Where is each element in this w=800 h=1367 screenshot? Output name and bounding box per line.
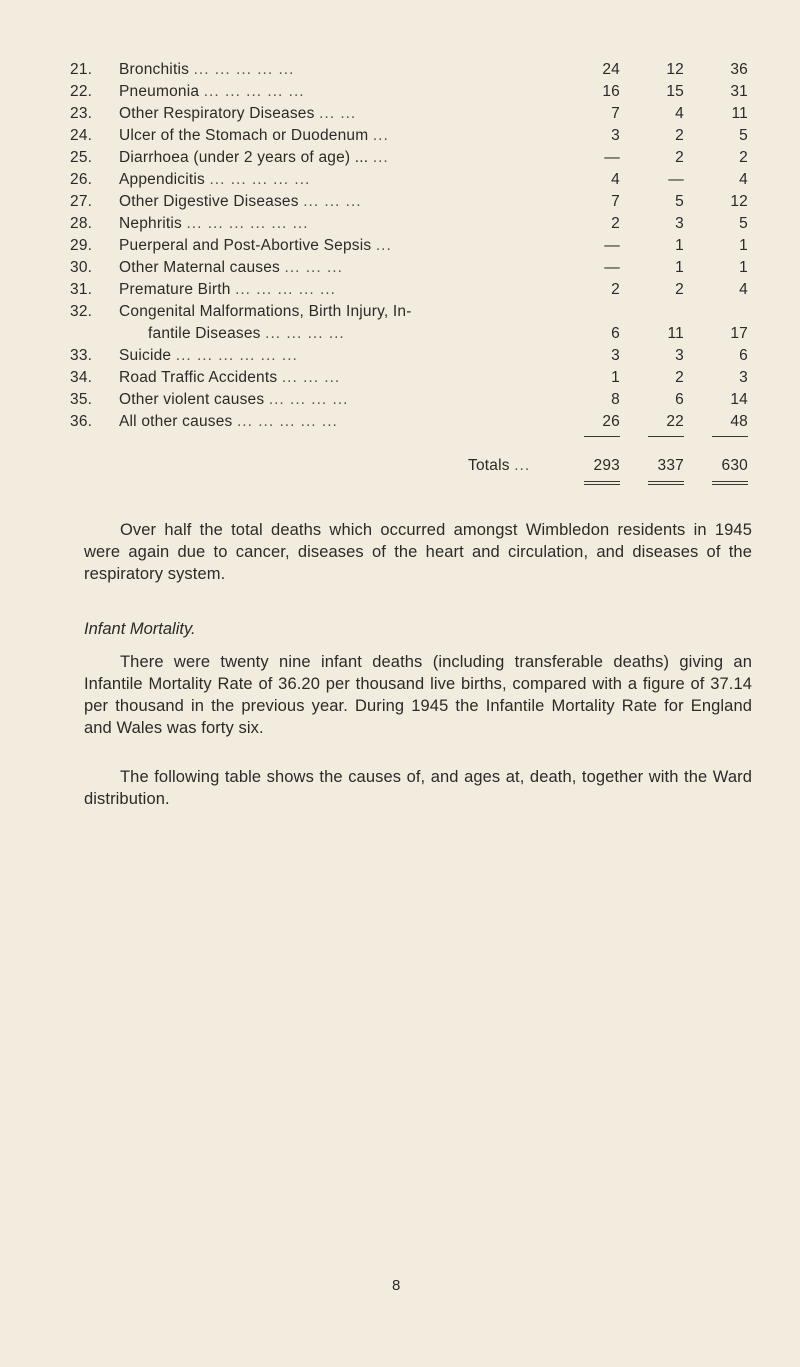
row-total: 5	[739, 215, 748, 232]
row-cause: Appendicitis ... ... ... ... ...	[119, 171, 311, 188]
row-cause: Congenital Malformations, Birth Injury, In-	[119, 303, 412, 320]
sum-rule	[584, 436, 620, 437]
table-row	[0, 367, 800, 389]
row-male: 2	[611, 215, 620, 232]
table-row	[0, 389, 800, 411]
table-row	[0, 59, 800, 81]
table-row	[0, 279, 800, 301]
totals-total: 630	[721, 457, 748, 474]
row-cause: Other violent causes ... ... ... ...	[119, 391, 349, 408]
row-total: 2	[739, 149, 748, 166]
row-total: 12	[730, 193, 748, 210]
row-female: 1	[675, 237, 684, 254]
table-row	[0, 191, 800, 213]
row-cause: Premature Birth ... ... ... ... ...	[119, 281, 336, 298]
row-number: 22.	[70, 83, 93, 100]
summary-paragraph: Over half the total deaths which occurred amongst Wimbledon residents in 1945 were again due to cancer, diseases of the heart and circulation, and diseases of the respiratory system.	[84, 521, 752, 583]
row-female: 3	[675, 347, 684, 364]
row-total: 48	[730, 413, 748, 430]
row-total: 6	[739, 347, 748, 364]
row-number: 35.	[70, 391, 93, 408]
row-total: 1	[739, 259, 748, 276]
row-number: 31.	[70, 281, 93, 298]
row-number: 32.	[70, 303, 93, 320]
row-number: 30.	[70, 259, 93, 276]
row-male: 1	[611, 369, 620, 386]
row-male: 2	[611, 281, 620, 298]
table-row	[0, 103, 800, 125]
row-number: 26.	[70, 171, 93, 188]
row-male: 26	[602, 413, 620, 430]
row-male: 8	[611, 391, 620, 408]
row-total: 3	[739, 369, 748, 386]
total-double-rule	[584, 484, 620, 485]
total-double-rule	[712, 481, 748, 482]
row-female: 3	[675, 215, 684, 232]
row-cause: Other Maternal causes ... ... ...	[119, 259, 343, 276]
row-number: 28.	[70, 215, 93, 232]
row-male: 6	[611, 325, 620, 342]
row-total: 31	[730, 83, 748, 100]
table-row	[0, 125, 800, 147]
total-double-rule	[712, 484, 748, 485]
row-cause: Suicide ... ... ... ... ... ...	[119, 347, 298, 364]
row-female: 11	[667, 325, 684, 342]
row-female: 22	[666, 413, 684, 430]
infant-mortality-paragraph: There were twenty nine infant deaths (including transferable deaths) giving an Infantile Mortality Rate of 36.20 per thousand live births, compared with a figure of 37.14 per thousand in the previous year. During 1945 the Infantile Mortality Rate for England and Wales was forty six.	[84, 653, 752, 737]
row-cause: Bronchitis ... ... ... ... ...	[119, 61, 295, 78]
row-female: 6	[675, 391, 684, 408]
row-total: 36	[730, 61, 748, 78]
row-cause: Diarrhoea (under 2 years of age) ... ...	[119, 149, 389, 166]
row-number: 27.	[70, 193, 93, 210]
row-male: —	[604, 149, 620, 166]
row-cause: Nephritis ... ... ... ... ... ...	[119, 215, 309, 232]
row-total: 1	[739, 237, 748, 254]
total-double-rule	[648, 484, 684, 485]
row-female: 2	[675, 281, 684, 298]
row-total: 17	[730, 325, 748, 342]
sum-rule	[648, 436, 684, 437]
table-row	[0, 213, 800, 235]
table-row	[0, 345, 800, 367]
row-male: 7	[611, 193, 620, 210]
row-female: 5	[675, 193, 684, 210]
row-male: 3	[611, 127, 620, 144]
table-row	[0, 301, 800, 323]
table-row	[0, 411, 800, 433]
row-number: 25.	[70, 149, 93, 166]
row-male: —	[604, 259, 620, 276]
row-male: 24	[602, 61, 620, 78]
row-female: 2	[675, 149, 684, 166]
section-heading: Infant Mortality.	[84, 620, 196, 638]
row-female: 2	[675, 369, 684, 386]
table-row	[0, 81, 800, 103]
table-row	[0, 169, 800, 191]
row-cause: All other causes ... ... ... ... ...	[119, 413, 338, 430]
row-cause: Pneumonia ... ... ... ... ...	[119, 83, 305, 100]
row-cause: Other Digestive Diseases ... ... ...	[119, 193, 362, 210]
table-row	[0, 147, 800, 169]
row-female: 2	[675, 127, 684, 144]
row-number: 24.	[70, 127, 93, 144]
row-female: —	[668, 171, 684, 188]
row-cause: Road Traffic Accidents ... ... ...	[119, 369, 341, 386]
row-cause: Other Respiratory Diseases ... ...	[119, 105, 357, 122]
row-cause: fantile Diseases ... ... ... ...	[148, 325, 345, 342]
row-number: 21.	[70, 61, 93, 78]
row-number: 36.	[70, 413, 93, 430]
row-total: 14	[730, 391, 748, 408]
totals-row	[0, 455, 800, 477]
row-female: 1	[675, 259, 684, 276]
totals-male: 293	[593, 457, 620, 474]
row-male: 7	[611, 105, 620, 122]
table-row	[0, 323, 800, 345]
table-row	[0, 235, 800, 257]
page-number: 8	[392, 1277, 401, 1294]
row-total: 4	[739, 171, 748, 188]
row-female: 4	[675, 105, 684, 122]
row-cause: Ulcer of the Stomach or Duodenum ...	[119, 127, 389, 144]
row-male: 16	[602, 83, 620, 100]
row-male: 3	[611, 347, 620, 364]
sum-rule	[712, 436, 748, 437]
row-female: 12	[666, 61, 684, 78]
total-double-rule	[648, 481, 684, 482]
row-number: 23.	[70, 105, 93, 122]
row-total: 5	[739, 127, 748, 144]
table-intro-paragraph: The following table shows the causes of, and ages at, death, together with the Ward distribution.	[84, 768, 752, 808]
row-number: 29.	[70, 237, 93, 254]
row-number: 33.	[70, 347, 93, 364]
row-number: 34.	[70, 369, 93, 386]
totals-female: 337	[657, 457, 684, 474]
totals-label: Totals ...	[468, 457, 531, 474]
row-total: 4	[739, 281, 748, 298]
row-total: 11	[731, 105, 748, 122]
row-male: 4	[611, 171, 620, 188]
row-female: 15	[666, 83, 684, 100]
row-cause: Puerperal and Post-Abortive Sepsis ...	[119, 237, 392, 254]
table-row	[0, 257, 800, 279]
row-male: —	[604, 237, 620, 254]
total-double-rule	[584, 481, 620, 482]
